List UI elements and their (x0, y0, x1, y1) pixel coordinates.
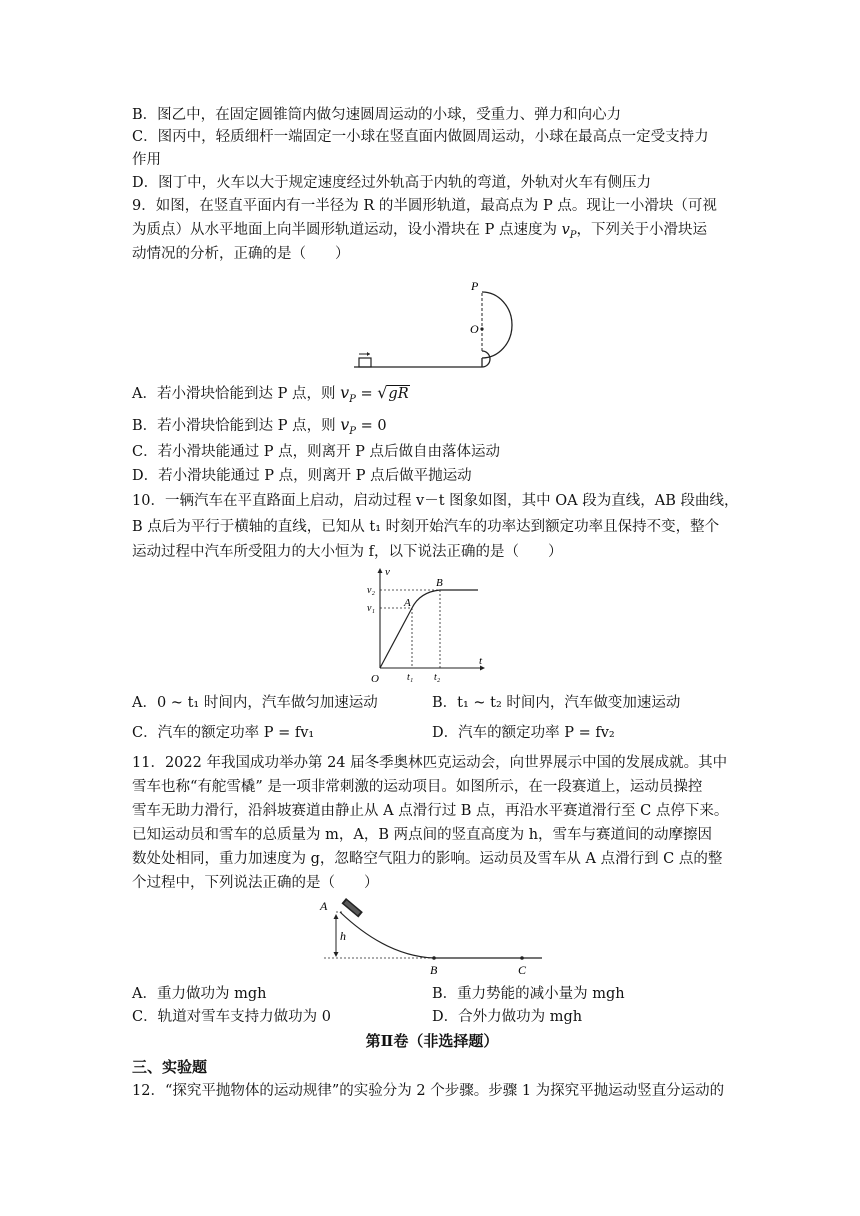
q10-vt-graph (368, 564, 490, 684)
q11-stem-line2: 雪车也称“有舵雪橇” 是一项非常刺激的运动项目。如图所示，在一段赛道上，运动员操控 (132, 779, 703, 795)
q10-option-a: A．0 ~ t₁ 时间内，汽车做匀加速运动 (132, 695, 378, 711)
svg-text:A: A (404, 597, 411, 609)
q10-stem-line1: 10．一辆汽车在平直路面上启动，启动过程 v－t 图象如图，其中 OA 段为直线，AB 段曲线， (132, 493, 739, 509)
q11-stem-line1: 11．2022 年我国成功举办第 24 届冬季奥林匹克运动会，向世界展示中国的发展成就。其中 (132, 755, 728, 771)
q10-option-d: D．汽车的额定功率 P = fv₂ (432, 725, 615, 741)
label-p: P (471, 279, 479, 293)
q11-option-b: B．重力势能的减小量为 mgh (432, 986, 625, 1002)
q11-stem-line6: 个过程中，下列说法正确的是（ ） (132, 875, 379, 891)
q9-option-d: D．若小滑块能通过 P 点，则离开 P 点后做平抛运动 (132, 468, 472, 484)
q12-stem-line1: 12．“探究平抛物体的运动规律”的实验分为 2 个步骤。步骤 1 为探究平抛运动竖直分运动的 (132, 1083, 725, 1099)
segment-ab (412, 590, 440, 608)
q9-stem-line1: 9．如图，在竖直平面内有一半径为 R 的半圆形轨道，最高点为 P 点。现让一小滑块（可视 (132, 198, 717, 214)
semicircle-track (482, 292, 512, 358)
svg-text:B: B (430, 963, 438, 977)
q9-semicircle-track-figure (340, 272, 540, 378)
svg-text:h: h (340, 929, 346, 943)
q11-option-c: C．轨道对雪车支持力做功为 0 (132, 1009, 331, 1025)
q11-option-a: A．重力做功为 mgh (132, 986, 267, 1002)
q10-stem-line3: 运动过程中汽车所受阻力的大小恒为 f，以下说法正确的是（ ） (132, 544, 563, 560)
svg-text:v₂: v₂ (367, 585, 375, 596)
center-point-o (480, 327, 483, 330)
label-o: O (470, 322, 479, 336)
q10-stem-line2: B 点后为平行于横轴的直线，已知从 t₁ 时刻开始汽车的功率达到额定功率且保持不变，整个 (132, 519, 720, 535)
segment-oa (380, 608, 412, 668)
q11-bobsled-track-figure (316, 890, 548, 980)
q8-option-d: D．图丁中，火车以大于规定速度经过外轨高于内轨的弯道，外轨对火车有侧压力 (132, 175, 652, 191)
q11-stem-line5: 数处处相同，重力加速度为 g，忽略空气阻力的影响。运动员及雪车从 A 点滑行到 C 点的整 (132, 851, 723, 867)
q8-option-c-line1: C．图丙中，轻质细杆一端固定一小球在竖直面内做圆周运动，小球在最高点一定受支持力 (132, 129, 709, 145)
part2-title: 第Ⅱ卷（非选择题） (365, 1032, 499, 1050)
svg-text:A: A (320, 899, 328, 913)
svg-text:t₂: t₂ (434, 672, 441, 683)
svg-text:t₁: t₁ (407, 672, 414, 683)
q10-option-b: B．t₁ ~ t₂ 时间内，汽车做变加速运动 (432, 695, 681, 711)
svg-text:t: t (479, 655, 483, 667)
q8-option-c-line2: 作用 (132, 152, 161, 168)
svg-text:v₁: v₁ (367, 603, 375, 614)
svg-text:O: O (371, 673, 379, 685)
q9-stem-line2: 为质点）从水平地面上向半圆形轨道运动，设小滑块在 P 点速度为 $v_P$，下列关于小滑块运 (132, 222, 708, 241)
q9-option-c: C．若小滑块能通过 P 点，则离开 P 点后做自由落体运动 (132, 444, 501, 460)
q9-option-a: A．若小滑块恰能到达 P 点，则 $v_P = √gR$ (132, 383, 409, 405)
slider-block (359, 358, 371, 367)
q11-stem-line3: 雪车无助力滑行，沿斜坡赛道由静止从 A 点滑行过 B 点，再沿水平赛道滑行至 C 点停下来。 (132, 803, 729, 819)
q9-stem-line3: 动情况的分析，正确的是（ ） (132, 246, 350, 262)
q10-option-c: C．汽车的额定功率 P = fv₁ (132, 725, 315, 741)
track-bottom-curve (482, 351, 490, 367)
bobsled-icon (342, 898, 363, 918)
svg-text:v: v (385, 566, 390, 578)
section3-title: 三、实验题 (132, 1058, 208, 1076)
q9-option-b: B．若小滑块恰能到达 P 点，则 $v_P = 0$ (132, 415, 387, 437)
q11-option-d: D．合外力做功为 mgh (432, 1009, 583, 1025)
q11-stem-line4: 已知运动员和雪车的总质量为 m，A，B 两点间的竖直高度为 h，雪车与赛道间的动摩擦因 (132, 827, 713, 843)
svg-text:B: B (436, 577, 443, 589)
slope-track (340, 912, 434, 958)
svg-text:C: C (518, 963, 527, 977)
q8-option-b: B．图乙中，在固定圆锥筒内做匀速圆周运动的小球，受重力、弹力和向心力 (132, 107, 622, 123)
